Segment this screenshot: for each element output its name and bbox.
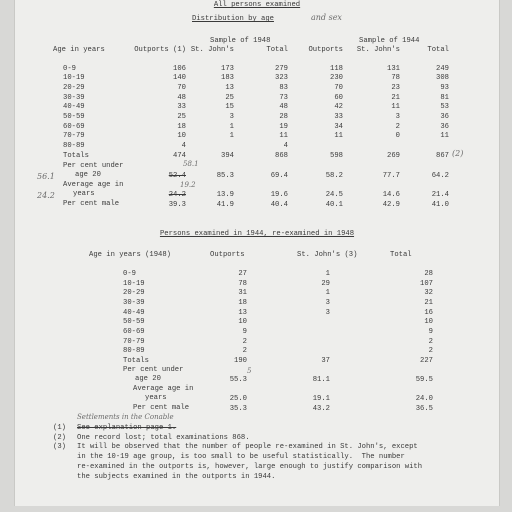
table1-cell: 394 — [221, 152, 234, 160]
table1-cell: 4 — [181, 142, 186, 150]
table2-avg-age-label-2: years — [145, 394, 167, 402]
sample-1948-heading: Sample of 1948 — [210, 37, 271, 45]
table1-col-header: Total — [266, 46, 288, 54]
table1-cell: 14.6 — [382, 191, 400, 199]
table2-title: Persons examined in 1944, re-examined in 1948 — [159, 230, 355, 238]
table1-row-label: 10-19 — [63, 74, 85, 82]
table1-cell: 4 — [283, 142, 288, 150]
table2-avg-age-label: Average age in — [133, 385, 194, 393]
table1-cell: 28 — [279, 113, 288, 121]
table1-cell: 41.0 — [431, 201, 449, 209]
table2-cell: 13 — [238, 309, 247, 317]
footnote-text: It will be observed that the number of people re-examined in St. John's, except — [77, 443, 418, 451]
table1-cell: 25 — [225, 94, 234, 102]
table1-avg-age-label: Average age in — [63, 181, 124, 189]
table1-cell: 25 — [177, 113, 186, 121]
table1-cell: 19.6 — [270, 191, 288, 199]
table1-row-label: Totals — [63, 152, 89, 160]
table2-cell: 9 — [242, 328, 247, 336]
table1-cell: 0 — [395, 132, 400, 140]
table1-cell: 70 — [334, 84, 343, 92]
margin-note-2: 24.2 — [37, 191, 55, 200]
table1-cell: 58.2 — [325, 172, 343, 180]
table1-col-header: Outports — [308, 46, 343, 54]
table2-cell: 43.2 — [312, 405, 330, 413]
table2-cell: 36.5 — [415, 405, 433, 413]
table2-row-label: 60-69 — [123, 328, 145, 336]
table1-avg-age-label-2: years — [73, 190, 95, 198]
table2-cell: 10 — [238, 318, 247, 326]
table1-col-header: Total — [427, 46, 449, 54]
table2-cell: 29 — [321, 280, 330, 288]
subtitle-handwritten: and sex — [311, 13, 342, 22]
table2-cell: 107 — [420, 280, 433, 288]
table2-age-header: Age in years (1948) — [89, 251, 171, 259]
table1-cell: 40.4 — [270, 201, 288, 209]
table1-cell: 69.4 — [270, 172, 288, 180]
table1-cell: 11 — [391, 103, 400, 111]
table1-cell: 53 — [440, 103, 449, 111]
table2-cell: 10 — [424, 318, 433, 326]
table2-cell: 2 — [428, 347, 433, 355]
table1-cell: 52.4 — [168, 172, 186, 180]
footnote-text: the subjects examined in the outports in 1944. — [77, 473, 276, 481]
table1-cell: 279 — [275, 65, 288, 73]
footnote-number: (2) — [53, 434, 66, 442]
table1-cell: 11 — [440, 132, 449, 140]
table1-cell: 323 — [275, 74, 288, 82]
correction-note-2: 19.2 — [180, 181, 196, 189]
margin-note-1: 56.1 — [37, 172, 55, 181]
table1-cell: 70 — [177, 84, 186, 92]
table2-cell: 55.3 — [229, 376, 247, 384]
table1-cell: 73 — [279, 94, 288, 102]
table2-per-cent-under-label: Per cent under — [123, 366, 184, 374]
table1-cell: 269 — [387, 152, 400, 160]
table1-cell: 308 — [436, 74, 449, 82]
table2-cell: 59.5 — [415, 376, 433, 384]
table1-cell: 83 — [279, 84, 288, 92]
table2-col-header: St. John's (3) — [297, 251, 358, 259]
table1-cell: 34 — [334, 123, 343, 131]
table1-cell: 868 — [275, 152, 288, 160]
table2-cell: 25.0 — [229, 395, 247, 403]
correction-note-1: 58.1 — [183, 160, 199, 168]
table2-cell: 24.0 — [415, 395, 433, 403]
table2-cell: 81.1 — [312, 376, 330, 384]
table1-cell: 85.3 — [216, 172, 234, 180]
table1-row-label: 70-79 — [63, 132, 85, 140]
table1-cell: 183 — [221, 74, 234, 82]
table1-cell: 19 — [279, 123, 288, 131]
table1-cell: 33 — [177, 103, 186, 111]
table2-cell: 2 — [242, 338, 247, 346]
table1-cell: 2 — [395, 123, 400, 131]
table1-cell: 230 — [330, 74, 343, 82]
table2-cell: 227 — [420, 357, 433, 365]
sample-1944-heading: Sample of 1944 — [359, 37, 420, 45]
table2-row-label: 20-29 — [123, 289, 145, 297]
table1-cell: 474 — [173, 152, 186, 160]
table1-cell: 173 — [221, 65, 234, 73]
table2-col-header: Total — [390, 251, 412, 259]
table1-cell: 42 — [334, 103, 343, 111]
table1-age-header: Age in years — [53, 46, 105, 54]
table2-col-header: Outports — [210, 251, 245, 259]
table2-cell: 1 — [325, 270, 330, 278]
table1-cell: 18 — [177, 123, 186, 131]
table1-per-cent-under-label: Per cent under — [63, 162, 124, 170]
table1-cell: 140 — [173, 74, 186, 82]
table2-cell: 1 — [325, 289, 330, 297]
table1-cell: 249 — [436, 65, 449, 73]
table1-cell: 867 — [436, 152, 449, 160]
table1-cell: 3 — [229, 113, 234, 121]
table2-row-label: 10-19 — [123, 280, 145, 288]
table1-cell: 64.2 — [431, 172, 449, 180]
table2-cell: 9 — [428, 328, 433, 336]
table1-cell: 106 — [173, 65, 186, 73]
table1-cell: 21.4 — [431, 191, 449, 199]
table1-row-label: 20-29 — [63, 84, 85, 92]
table1-cell: 3 — [395, 113, 400, 121]
table1-total-note-hand: (2) — [452, 149, 464, 158]
table1-cell: 36 — [440, 113, 449, 121]
table1-cell: 24.2 — [168, 191, 186, 199]
table1-cell: 11 — [279, 132, 288, 140]
table1-cell: 48 — [177, 94, 186, 102]
table1-per-cent-under-label-2: age 20 — [75, 171, 101, 179]
table1-row-label: 80-89 — [63, 142, 85, 150]
table2-cell: 16 — [424, 309, 433, 317]
table2-row-label: 50-59 — [123, 318, 145, 326]
table1-cell: 81 — [440, 94, 449, 102]
table2-cell: 2 — [428, 338, 433, 346]
table1-cell: 42.9 — [382, 201, 400, 209]
table2-row-label: 80-89 — [123, 347, 145, 355]
table1-cell: 11 — [334, 132, 343, 140]
table1-cell: 39.3 — [168, 201, 186, 209]
document-page — [14, 0, 500, 506]
table1-per-cent-male-label: Per cent male — [63, 200, 120, 208]
table2-row-label: 0-9 — [123, 270, 136, 278]
table1-row-label: 60-69 — [63, 123, 85, 131]
table1-cell: 21 — [391, 94, 400, 102]
table1-row-label: 0-9 — [63, 65, 76, 73]
table1-row-label: 40-49 — [63, 103, 85, 111]
table2-row-label: 70-79 — [123, 338, 145, 346]
footnote-text: in the 10-19 age group, is too small to be useful statistically. The number — [77, 453, 405, 461]
page-title: All persons examined — [213, 1, 301, 9]
footnote-number: (1) — [53, 424, 66, 432]
table2-cell: 28 — [424, 270, 433, 278]
table2-cell: 3 — [325, 299, 330, 307]
table1-col-header: St. John's — [190, 46, 234, 54]
table1-cell: 24.5 — [325, 191, 343, 199]
table1-cell: 36 — [440, 123, 449, 131]
table1-cell: 48 — [279, 103, 288, 111]
table1-cell: 60 — [334, 94, 343, 102]
table2-cell: 37 — [321, 357, 330, 365]
table2-cell: 19.1 — [312, 395, 330, 403]
table1-cell: 131 — [387, 65, 400, 73]
table2-cell: 3 — [325, 309, 330, 317]
table2-per-cent-under-label-2: age 20 — [135, 375, 161, 383]
footnote-hand-note: Settlements in the Conable — [77, 413, 174, 421]
footnote-text: re-examined in the outports is, however, large enough to justify comparison with — [77, 463, 423, 471]
table2-row-label: 30-39 — [123, 299, 145, 307]
table2-cell: 35.3 — [229, 405, 247, 413]
table1-cell: 13 — [225, 84, 234, 92]
table1-cell: 93 — [440, 84, 449, 92]
table1-col-header: Outports (1) — [134, 46, 186, 54]
table2-row-label: 40-49 — [123, 309, 145, 317]
table1-cell: 10 — [177, 132, 186, 140]
table2-cell: 78 — [238, 280, 247, 288]
table2-cell: 2 — [242, 347, 247, 355]
table2-cell: 190 — [234, 357, 247, 365]
table1-row-label: 30-39 — [63, 94, 85, 102]
table1-cell: 23 — [391, 84, 400, 92]
table1-cell: 1 — [229, 132, 234, 140]
table2-per-cent-male-label: Per cent male — [133, 404, 190, 412]
table1-cell: 598 — [330, 152, 343, 160]
table1-cell: 40.1 — [325, 201, 343, 209]
table2-cell: 32 — [424, 289, 433, 297]
table1-cell: 78 — [391, 74, 400, 82]
footnote-text: See explanation page 1. — [77, 424, 177, 432]
table2-cell: 18 — [238, 299, 247, 307]
table1-cell: 13.9 — [216, 191, 234, 199]
table1-subtitle: Distribution by age — [192, 15, 274, 23]
table2-cell: 27 — [238, 270, 247, 278]
table2-correction-hand: 5 — [247, 367, 252, 375]
table1-cell: 77.7 — [382, 172, 400, 180]
table2-row-label: Totals — [123, 357, 149, 365]
table1-col-header: St. John's — [356, 46, 400, 54]
table1-cell: 118 — [330, 65, 343, 73]
footnote-number: (3) — [53, 443, 66, 451]
table1-cell: 33 — [334, 113, 343, 121]
table2-cell: 31 — [238, 289, 247, 297]
table2-cell: 21 — [424, 299, 433, 307]
footnote-text: One record lost; total examinations 868. — [77, 434, 250, 442]
table1-row-label: 50-59 — [63, 113, 85, 121]
table1-cell: 1 — [229, 123, 234, 131]
table1-cell: 15 — [225, 103, 234, 111]
table1-cell: 41.9 — [216, 201, 234, 209]
